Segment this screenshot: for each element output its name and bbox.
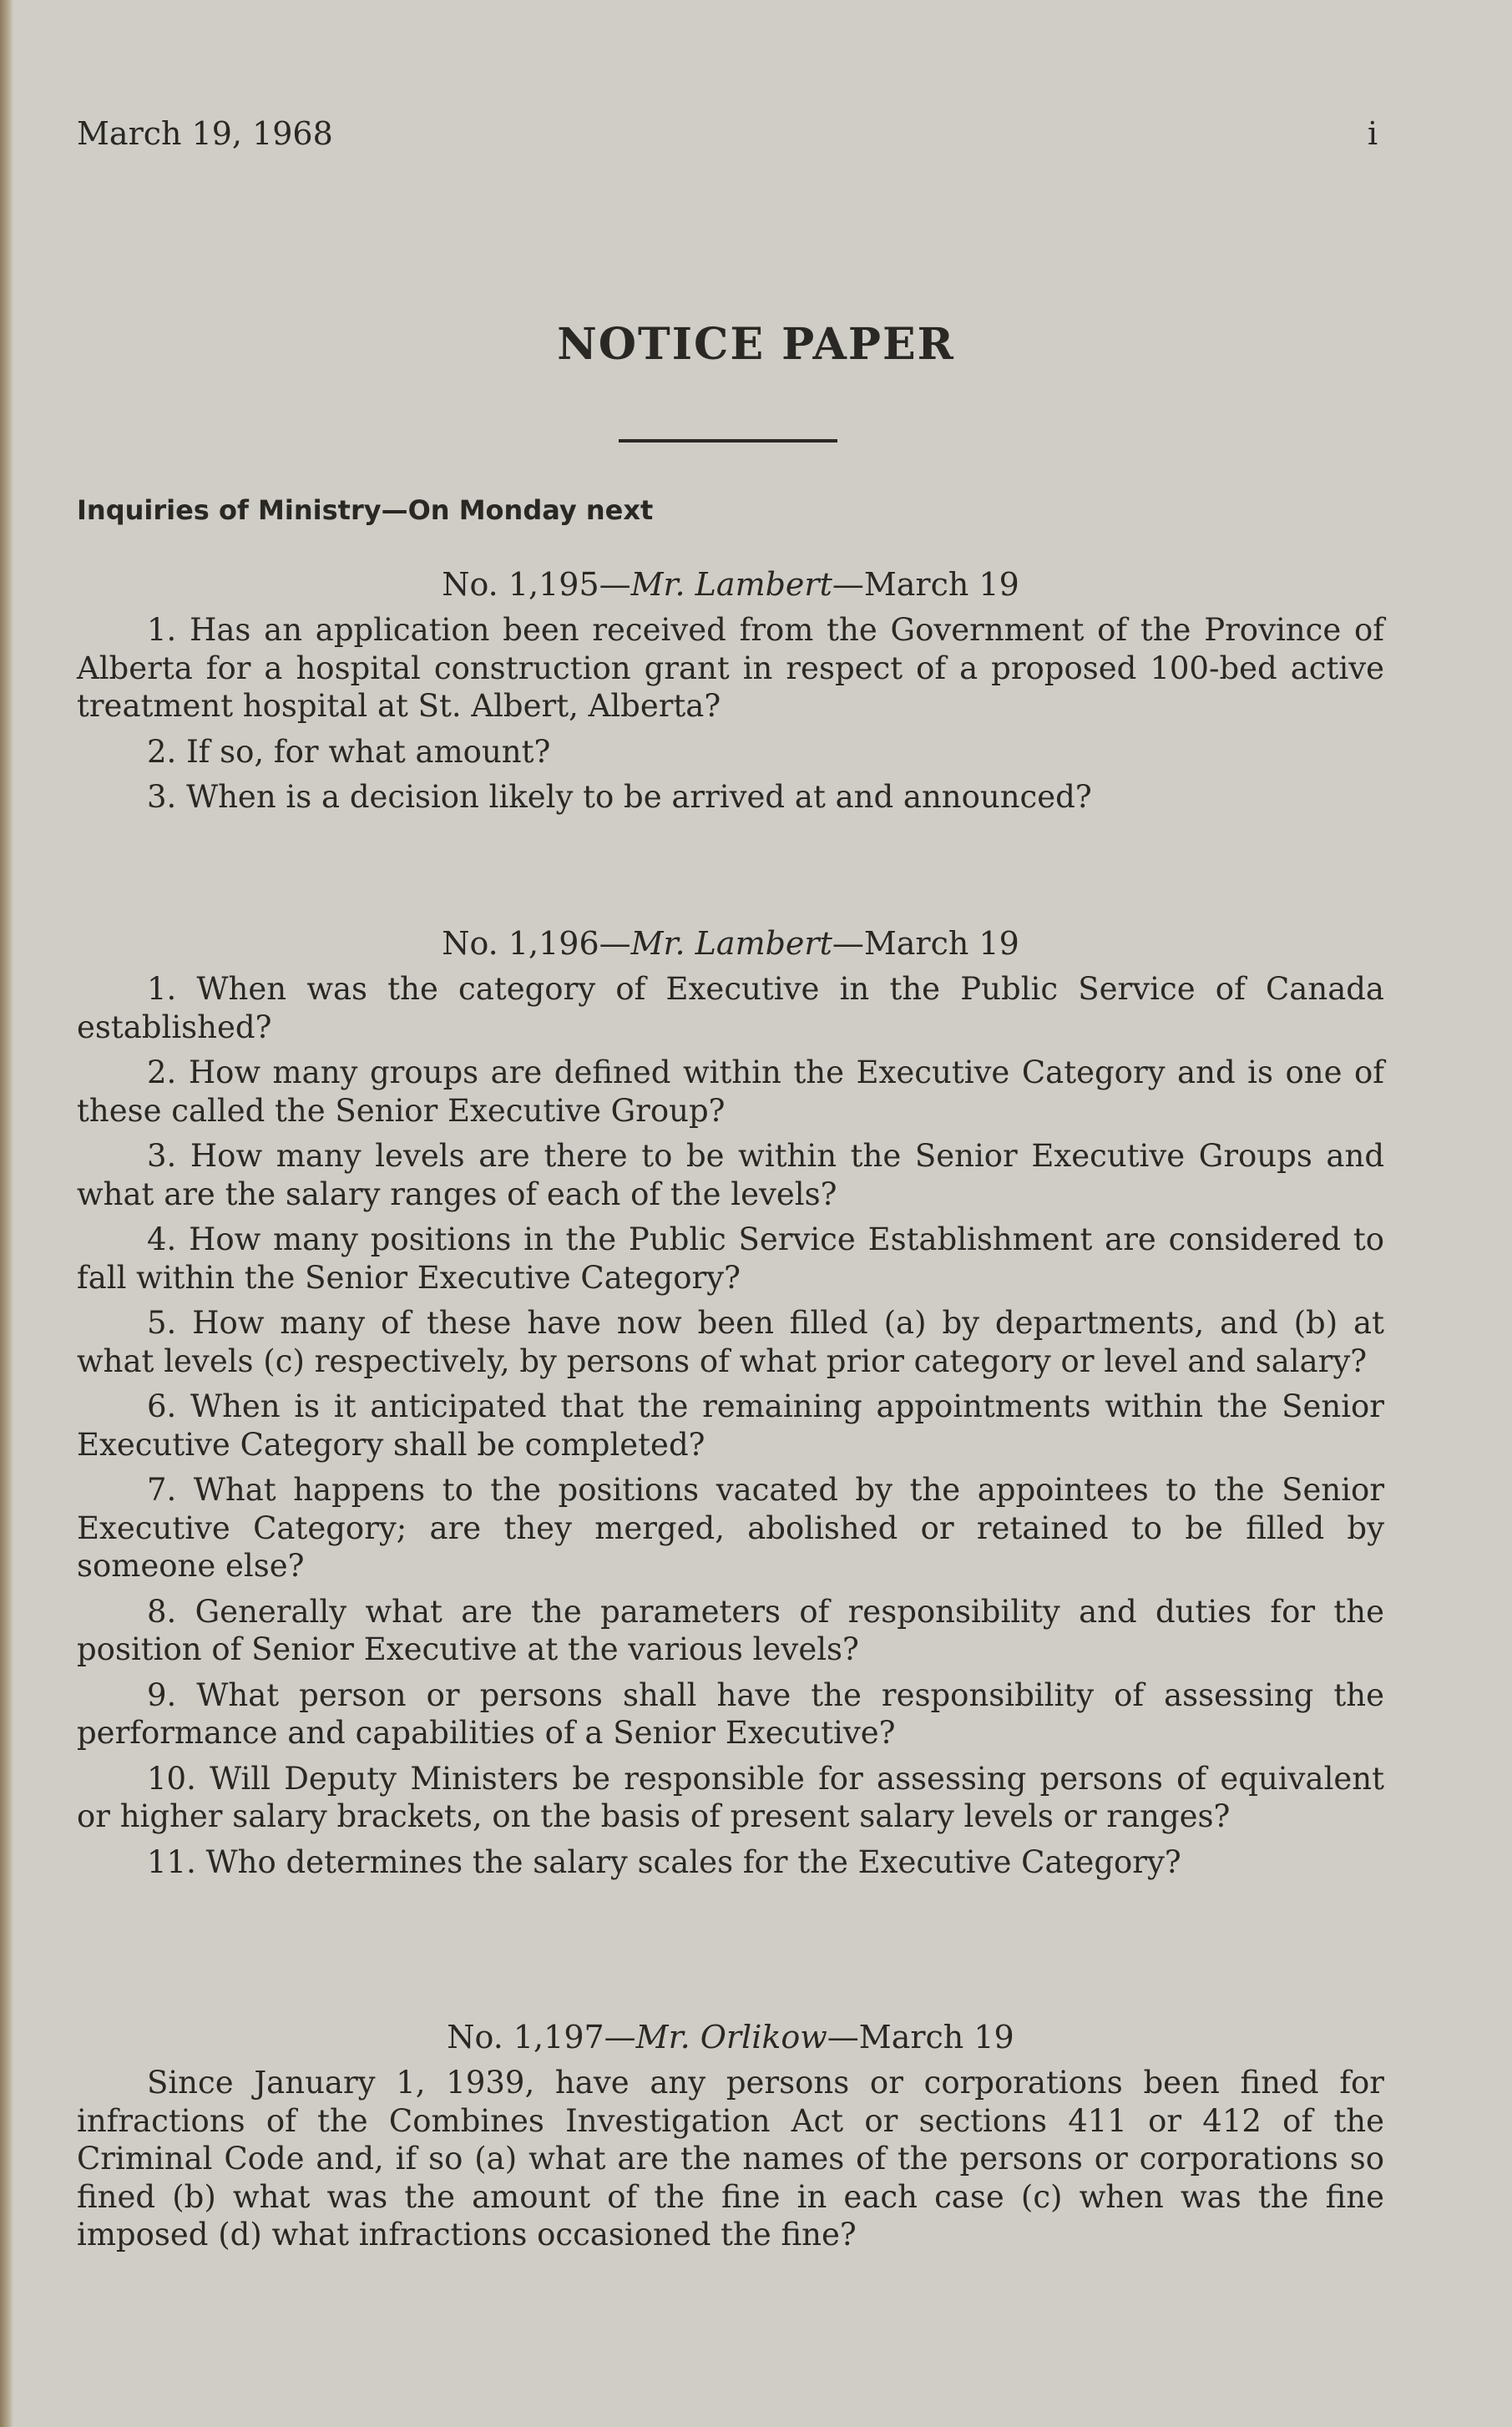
question-member: Mr. Orlikow [635, 2019, 827, 2055]
question-item: Since January 1, 1939, have any persons or corporations been fined for infractions of the Combines Investigation Act or sections 411 or 412 of the Criminal Code and, if so (a) what are the names of the persons or corporations so fined (b) what was the amount of the fine in each case (c) when was the fine imposed (d) what infractions occasioned the fine? [77, 2065, 1384, 2253]
question-number: No. 1,196— [442, 925, 631, 962]
question-item: 3. When is a decision likely to be arrived at and announced? [147, 779, 1092, 815]
question-member: Mr. Lambert [630, 925, 832, 962]
question-heading [77, 925, 1384, 962]
question-item: 2. If so, for what amount? [147, 733, 551, 770]
section-heading: Inquiries of Ministry—On Monday next [77, 494, 654, 526]
question-body [77, 611, 1384, 824]
question-item: 6. When is it anticipated that the remaining appointments within the Senior Executive Category shall be completed? [77, 1388, 1384, 1463]
question-date: —March 19 [832, 925, 1019, 962]
question-member: Mr. Lambert [630, 566, 832, 603]
question-item: 4. How many positions in the Public Service Establishment are considered to fall within the Senior Executive Category? [77, 1221, 1384, 1296]
page-number: i [1368, 115, 1378, 152]
question-item: 1. When was the category of Executive in the Public Service of Canada established? [77, 971, 1384, 1045]
question-number: No. 1,197— [447, 2019, 636, 2055]
question-item: 11. Who determines the salary scales for the Executive Category? [147, 1843, 1181, 1880]
question-date: —March 19 [827, 2019, 1014, 2055]
question-item: 9. What person or persons shall have the responsibility of assessing the performance and capabilities of a Senior Executive? [77, 1676, 1384, 1751]
question-item: 5. How many of these have now been filled (a) by departments, and (b) at what levels (c) respectively, by persons of what prior category or level and salary? [77, 1305, 1384, 1379]
question-number: No. 1,195— [442, 566, 631, 603]
page-title: NOTICE PAPER [557, 319, 955, 370]
question-item: 8. Generally what are the parameters of responsibility and duties for the position of Senior Executive at the various levels? [77, 1593, 1384, 1667]
header-date: March 19, 1968 [77, 115, 333, 152]
question-item: 2. How many groups are defined within the Executive Category and is one of these called the Senior Executive Group? [77, 1054, 1384, 1129]
question-body [77, 2064, 1384, 2262]
question-item: 10. Will Deputy Ministers be responsible for assessing persons of equivalent or higher salary brackets, on the basis of present salary levels or ranges? [77, 1760, 1384, 1834]
question-heading [77, 566, 1384, 603]
question-item: 7. What happens to the positions vacated by the appointees to the Senior Executive Category; are they merged, abolished or retained to be filled by someone else? [77, 1472, 1384, 1584]
question-date: —March 19 [832, 566, 1019, 603]
question-heading [77, 2019, 1384, 2055]
question-item: 1. Has an application been received from the Government of the Province of Alberta for a hospital construction grant in respect of a proposed 100-bed active treatment hospital at St. Albert, Alberta? [77, 612, 1384, 724]
question-item: 3. How many levels are there to be within the Senior Executive Groups and what are the salary ranges of each of the levels? [77, 1138, 1384, 1212]
title-rule [619, 439, 837, 442]
question-body [77, 970, 1384, 1889]
